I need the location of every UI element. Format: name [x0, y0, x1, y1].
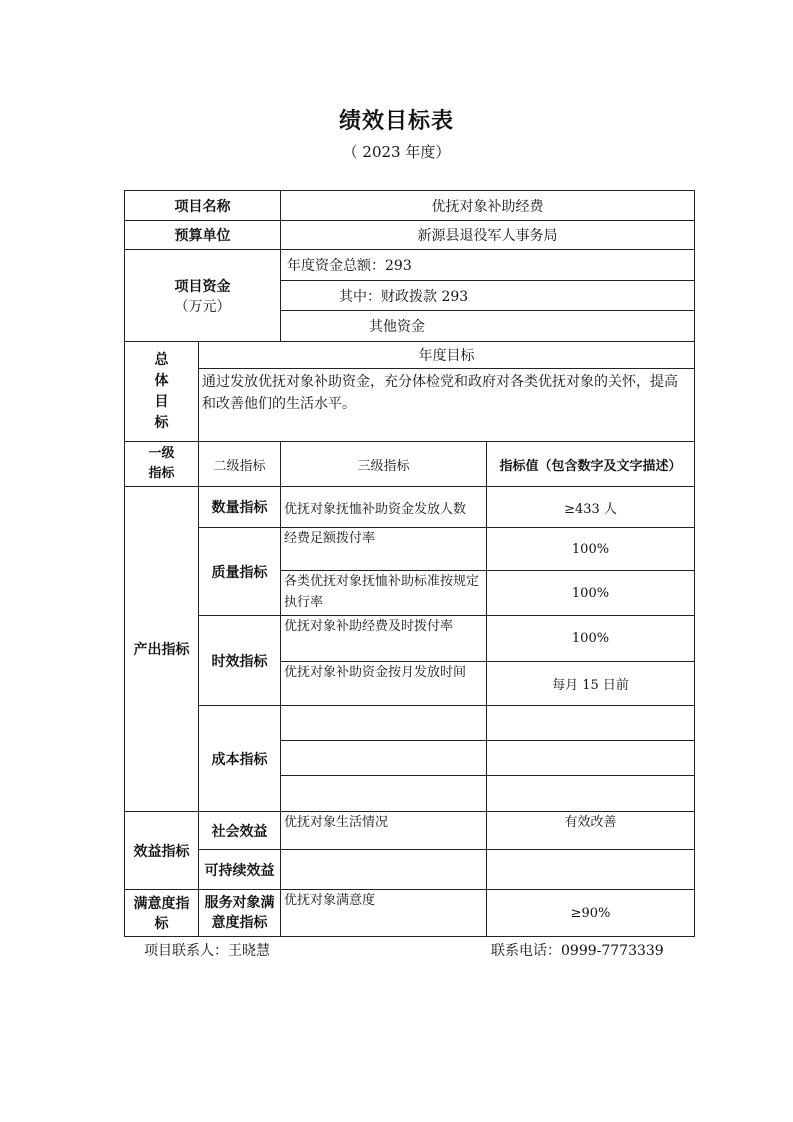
page-title: 绩效目标表: [338, 108, 454, 134]
level1-header-line1: 一级: [148, 446, 175, 461]
indicators-table: [124, 441, 695, 937]
cost-value-empty: [487, 741, 695, 776]
timeliness-value-2: 每月 15 日前: [487, 662, 695, 706]
budget-unit-label: 预算单位: [125, 221, 281, 250]
satisfaction-value: ≥90%: [487, 890, 695, 937]
level2-header: 二级指标: [199, 442, 281, 487]
quality-value-2: 100%: [487, 571, 695, 616]
fund-total: 年度资金总额：293: [281, 250, 695, 281]
cost-value-empty: [487, 706, 695, 741]
timeliness-indicator-label: 时效指标: [199, 616, 281, 706]
sustainable-item-empty: [281, 850, 487, 890]
overall-goal-table: [124, 341, 695, 442]
timeliness-item-1: 优抚对象补助经费及时拨付率: [281, 616, 487, 662]
level3-header: 三级指标: [281, 442, 487, 487]
quality-indicator-label: 质量指标: [199, 528, 281, 616]
cost-value-empty: [487, 776, 695, 812]
level1-header: [125, 442, 199, 487]
contact-person: 项目联系人：王晓慧: [144, 943, 270, 959]
project-name-label: 项目名称: [125, 191, 281, 221]
timeliness-item-2: 优抚对象补助资金按月发放时间: [281, 662, 487, 706]
cost-item-empty: [281, 706, 487, 741]
cost-item-empty: [281, 776, 487, 812]
budget-unit-value: 新源县退役军人事务局: [281, 221, 695, 250]
social-value: 有效改善: [487, 812, 695, 850]
quantity-item: 优抚对象抚恤补助资金发放人数: [281, 487, 487, 528]
annual-goal-header: 年度目标: [199, 342, 695, 369]
project-fund-label: [125, 250, 281, 342]
project-info-table: [124, 190, 695, 342]
value-header: 指标值（包含数字及文字描述）: [487, 442, 695, 487]
satisfaction-item: 优抚对象满意度: [281, 890, 487, 937]
satisfaction-indicator-label: 满意度指标: [125, 890, 199, 937]
fund-fiscal: 其中：财政拨款 293: [281, 281, 695, 311]
level1-header-line2: 指标: [148, 466, 175, 481]
social-item: 优抚对象生活情况: [281, 812, 487, 850]
overall-goal-label: [125, 342, 199, 442]
goal-label-char: 标: [154, 414, 169, 431]
goal-label-char: 体: [154, 372, 169, 389]
quantity-indicator-label: 数量指标: [199, 487, 281, 528]
service-satisfaction-label: 服务对象满意度指标: [199, 890, 281, 937]
quality-item-2: 各类优抚对象抚恤补助标准按规定执行率: [281, 571, 487, 616]
quality-value-1: 100%: [487, 528, 695, 571]
project-fund-label-line2: （万元）: [174, 298, 231, 315]
cost-item-empty: [281, 741, 487, 776]
quality-item-1: 经费足额拨付率: [281, 528, 487, 571]
annual-goal-text: 通过发放优抚对象补助资金，充分体检党和政府对各类优抚对象的关怀，提高和改善他们的生活水平。: [199, 369, 695, 442]
output-indicator-label: 产出指标: [125, 487, 199, 812]
benefit-indicator-label: 效益指标: [125, 812, 199, 890]
social-benefit-label: 社会效益: [199, 812, 281, 850]
fund-other: 其他资金: [281, 311, 695, 342]
sustainable-benefit-label: 可持续效益: [199, 850, 281, 890]
year-subtitle: （ 2023 年度）: [342, 143, 451, 161]
goal-label-char: 总: [154, 351, 169, 368]
contact-phone: 联系电话：0999-7773339: [491, 943, 664, 959]
timeliness-value-1: 100%: [487, 616, 695, 662]
quantity-value: ≥433 人: [487, 487, 695, 528]
sustainable-value-empty: [487, 850, 695, 890]
project-name-value: 优抚对象补助经费: [281, 191, 695, 221]
goal-label-char: 目: [154, 393, 169, 410]
project-fund-label-line1: 项目资金: [174, 278, 231, 295]
cost-indicator-label: 成本指标: [199, 706, 281, 812]
